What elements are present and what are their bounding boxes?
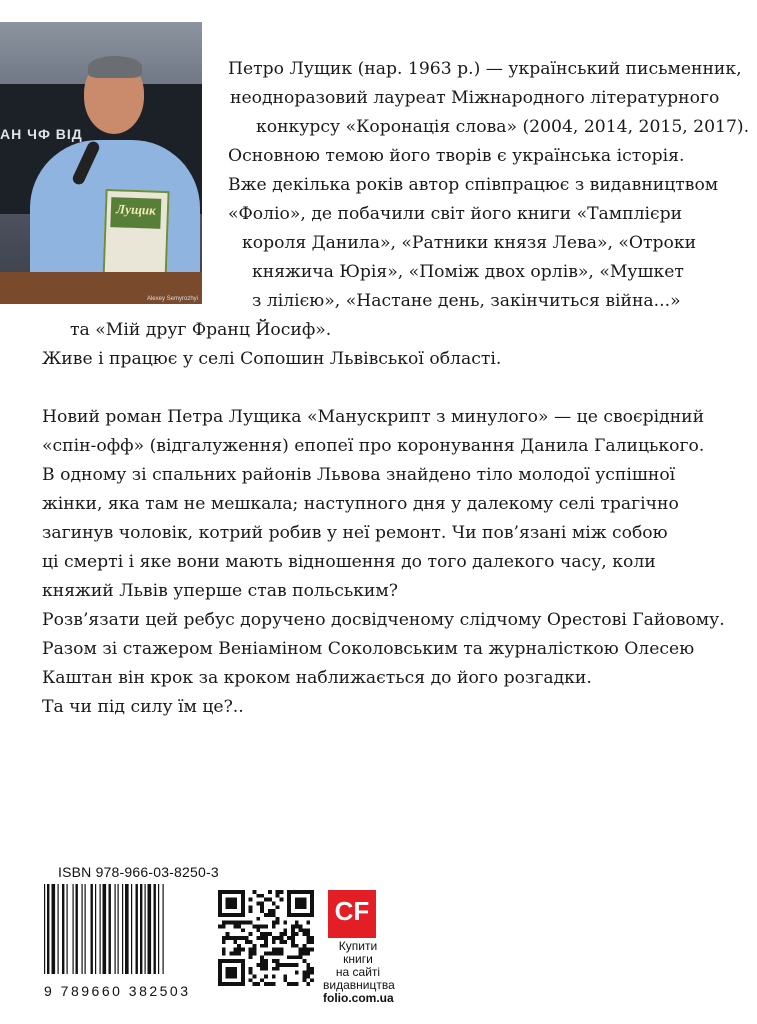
bio-line: конкурсу «Коронація слова» (2004, 2014, 2015, 2017). [256, 117, 750, 137]
bio-line: Вже декілька років автор співпрацює з видавництвом [228, 175, 719, 195]
photo-book [102, 189, 169, 285]
publisher-logo-text: CF [334, 896, 370, 926]
bio-line: Петро Лущик (нар. 1963 р.) — український письменник, [228, 59, 742, 79]
annotation-line: «спін-офф» (відгалуження) епопеї про коронування Данила Галицького. [42, 436, 705, 456]
photo-credit: Alexey Semyrozhyi [146, 296, 198, 302]
book-annotation [42, 403, 725, 722]
annotation-line: Новий роман Петра Лущика «Манускрипт з минулого» — це своєрідний [42, 407, 705, 427]
bio-line: та «Мій друг Франц Йосиф». [70, 320, 332, 340]
annotation-line: ці смерті і яке вони мають відношення до того далекого часу, коли [42, 552, 656, 572]
photo-author-hair [88, 56, 142, 78]
bio-line: «Фоліо», де побачили світ його книги «Тамплієри [228, 204, 683, 224]
publisher-logo [328, 890, 376, 938]
bio-line: неодноразовий лауреат Міжнародного літературного [230, 88, 720, 108]
barcode-digits: 9 789660 382503 [44, 983, 191, 999]
annotation-line: жінки, яка там не мешкала; наступного дня у далекому селі трагічно [42, 494, 679, 514]
annotation-line: княжий Львів уперше став польським? [42, 581, 398, 601]
annotation-line: Та чи під силу їм це?.. [42, 697, 244, 717]
annotation-line: Каштан він крок за кроком наближається до його розгадки. [42, 668, 592, 688]
annotation-line: Разом зі стажером Веніаміном Соколовським та журналісткою Олесею [42, 639, 695, 659]
author-photo [0, 22, 202, 304]
annotation-line: В одному зі спальних районів Львова знайдено тіло молодої успішної [42, 465, 676, 485]
barcode [44, 884, 204, 974]
bio-line: княжича Юрія», «Поміж двох орлів», «Мушкет [252, 262, 684, 282]
photo-banner-text: АН ЧФ ВІД [0, 126, 83, 142]
isbn-text: ISBN 978-966-03-8250-3 [58, 864, 219, 880]
bio-line: з лілією», «Настане день, закінчиться війна...» [252, 291, 681, 311]
author-bio [228, 55, 750, 316]
publisher-site-link[interactable]: folio.com.ua [323, 991, 394, 1005]
buy-line: видавництва [323, 978, 395, 992]
annotation-line: Розв’язати цей ребус доручено досвідченому слідчому Орестові Гайовому. [42, 610, 725, 630]
photo-book-title: Лущик [115, 201, 157, 218]
buy-line: Купити книги [338, 939, 378, 966]
bio-line: Основною темою його творів є українська історія. [228, 146, 685, 166]
buy-line: на сайті [335, 965, 381, 979]
bio-line: короля Данила», «Ратники князя Лева», «Отроки [242, 233, 697, 253]
annotation-line: загинув чоловік, котрий робив у неї ремонт. Чи пов’язані між собою [42, 523, 668, 543]
author-bio-continued [42, 316, 501, 374]
bio-line: Живе і працює у селі Сопошин Львівської області. [42, 349, 502, 369]
publisher-buy-text [323, 940, 393, 1005]
qr-code[interactable] [218, 890, 314, 986]
